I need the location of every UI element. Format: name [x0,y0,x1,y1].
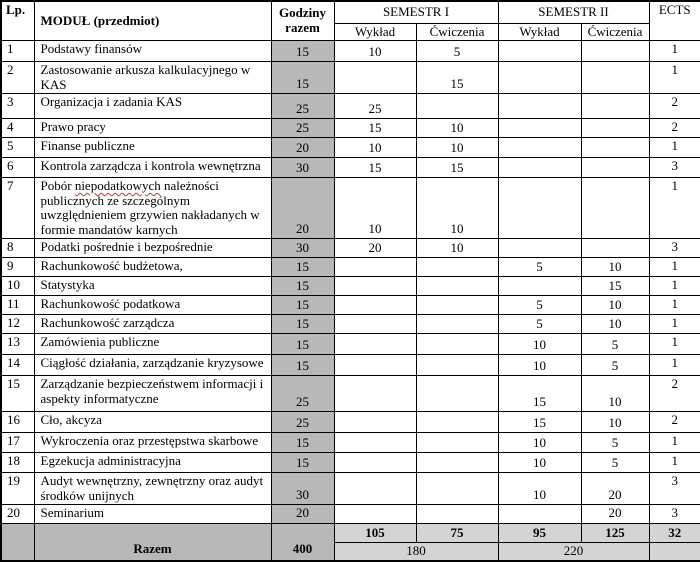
sem1-exercises-cell [416,505,498,524]
module-cell: Podstawy finansów [34,41,271,62]
sem2-exercises-cell: 10 [581,296,649,315]
ects-cell: 1 [649,334,700,355]
hours-cell: 25 [271,94,334,119]
module-cell: Finanse publiczne [34,138,271,158]
sem1-lecture-cell: 10 [334,41,416,62]
sem1-lecture-cell [334,473,416,505]
sem2-lecture-cell: 5 [498,258,581,277]
sem2-lecture-cell [498,138,581,158]
lp-cell: 7 [1,178,34,239]
sem2-exercises-cell: 5 [581,433,649,453]
lp-cell: 9 [1,258,34,277]
table-body [1,41,700,524]
totals-sem1-lecture: 105 [334,523,416,542]
sem2-exercises-cell [581,239,649,258]
hours-cell: 15 [271,315,334,334]
lp-cell: 18 [1,453,34,473]
hours-cell: 20 [271,505,334,524]
lp-cell: 1 [1,41,34,62]
ects-cell: 1 [649,315,700,334]
table-row [1,355,700,376]
table-row [1,41,700,62]
header-semester-1: SEMESTR I [334,1,498,23]
table-row [1,62,700,94]
sem2-exercises-cell: 15 [581,277,649,296]
hours-cell: 20 [271,138,334,158]
sem1-exercises-cell [416,94,498,119]
totals-label: Razem [34,523,271,560]
lp-cell: 17 [1,433,34,453]
sem2-exercises-cell: 10 [581,376,649,412]
ects-cell: 1 [649,277,700,296]
ects-cell: 2 [649,412,700,433]
lp-cell: 8 [1,239,34,258]
sem2-lecture-cell [498,178,581,239]
hours-cell: 15 [271,453,334,473]
sem1-exercises-cell [416,376,498,412]
ects-cell: 1 [649,258,700,277]
sem1-exercises-cell: 15 [416,158,498,178]
sem2-lecture-cell [498,119,581,138]
header-sem1-lecture: Wykład [334,23,416,41]
table-row [1,505,700,524]
ects-cell: 1 [649,138,700,158]
sem1-exercises-cell [416,412,498,433]
sem1-exercises-cell [416,296,498,315]
sem1-exercises-cell [416,473,498,505]
sem1-exercises-cell [416,334,498,355]
sem1-exercises-cell [416,453,498,473]
totals-lp-blank-cell [1,523,34,560]
lp-cell: 11 [1,296,34,315]
sem1-lecture-cell: 15 [334,158,416,178]
sem1-exercises-cell [416,315,498,334]
sem1-exercises-cell: 10 [416,119,498,138]
module-cell: Zastosowanie arkusza kalkulacyjnego w KAS [34,62,271,94]
hours-cell: 15 [271,277,334,296]
lp-cell: 14 [1,355,34,376]
module-cell: Seminarium [34,505,271,524]
header-hours-total: Godziny razem [271,1,334,41]
hours-cell: 20 [271,178,334,239]
table-row [1,158,700,178]
table-row [1,296,700,315]
ects-cell: 2 [649,119,700,138]
sem1-lecture-cell: 10 [334,178,416,239]
table-row [1,138,700,158]
table-row [1,433,700,453]
ects-cell: 1 [649,355,700,376]
sem2-exercises-cell: 20 [581,505,649,524]
sem2-exercises-cell: 5 [581,453,649,473]
hours-cell: 25 [271,376,334,412]
lp-cell: 20 [1,505,34,524]
module-cell: Zarządzanie bezpieczeństwem informacji i aspekty informatyczne [34,376,271,412]
table-row [1,453,700,473]
sem2-exercises-cell [581,119,649,138]
sem1-exercises-cell: 10 [416,138,498,158]
sem2-exercises-cell [581,178,649,239]
ects-cell: 1 [649,41,700,62]
hours-cell: 25 [271,412,334,433]
sem1-exercises-cell: 10 [416,239,498,258]
ects-cell: 1 [649,453,700,473]
hours-cell: 15 [271,41,334,62]
module-cell: Kontrola zarządcza i kontrola wewnętrzna [34,158,271,178]
header-semester-2: SEMESTR II [498,1,649,23]
totals-sem2-lecture: 95 [498,523,581,542]
misspelled-word: niepodatkowych [74,178,161,194]
sem1-lecture-cell [334,258,416,277]
sem2-lecture-cell: 15 [498,376,581,412]
sem2-exercises-cell [581,41,649,62]
table-row [1,239,700,258]
module-cell: Wykroczenia oraz przestępstwa skarbowe [34,433,271,453]
sem2-lecture-cell [498,62,581,94]
totals-ects: 32 [649,523,700,542]
ects-cell: 1 [649,178,700,239]
hours-cell: 15 [271,433,334,453]
module-cell: Podatki pośrednie i bezpośrednie [34,239,271,258]
ects-cell: 3 [649,473,700,505]
sem1-lecture-cell [334,412,416,433]
module-cell: Audyt wewnętrzny, zewnętrzny oraz audyt środków unijnych [34,473,271,505]
totals-sem1-exercises: 75 [416,523,498,542]
sem2-lecture-cell: 10 [498,473,581,505]
hours-cell: 15 [271,296,334,315]
module-cell: Prawo pracy [34,119,271,138]
table-row [1,315,700,334]
sem2-exercises-cell: 10 [581,412,649,433]
sem1-lecture-cell [334,296,416,315]
ects-cell: 2 [649,94,700,119]
sem1-lecture-cell [334,334,416,355]
totals-sem2-exercises: 125 [581,523,649,542]
sem2-lecture-cell: 10 [498,355,581,376]
sem1-exercises-cell [416,277,498,296]
table-row [1,94,700,119]
sem1-lecture-cell [334,433,416,453]
sem2-exercises-cell [581,62,649,94]
module-cell: Ciągłość działania, zarządzanie kryzysowe [34,355,271,376]
lp-cell: 5 [1,138,34,158]
sem1-lecture-cell: 10 [334,138,416,158]
sem1-exercises-cell: 5 [416,41,498,62]
sem1-lecture-cell [334,453,416,473]
module-cell: Statystyka [34,277,271,296]
sem2-exercises-cell: 5 [581,355,649,376]
sem2-lecture-cell: 10 [498,433,581,453]
sem1-lecture-cell: 15 [334,119,416,138]
lp-cell: 3 [1,94,34,119]
hours-cell: 30 [271,239,334,258]
sem1-exercises-cell [416,355,498,376]
module-cell: Cło, akcyza [34,412,271,433]
sem2-exercises-cell: 20 [581,473,649,505]
hours-cell: 15 [271,334,334,355]
sem2-exercises-cell: 10 [581,315,649,334]
module-cell: Pobór niepodatkowych należności publicznych ze szczególnym uwzględnieniem grzywien nakładanych w formie mandatów karnych [34,178,271,239]
header-ects: ECTS [649,1,700,41]
table-row [1,412,700,433]
sem2-exercises-cell: 10 [581,258,649,277]
totals-band [1,523,700,560]
ects-cell: 3 [649,239,700,258]
sem2-exercises-cell [581,94,649,119]
sem1-lecture-cell [334,376,416,412]
sem1-exercises-cell: 15 [416,62,498,94]
table-row [1,178,700,239]
ects-cell: 1 [649,433,700,453]
sem2-lecture-cell [498,277,581,296]
table-header [1,1,700,41]
sem1-lecture-cell [334,62,416,94]
table-row [1,119,700,138]
sem2-lecture-cell: 15 [498,412,581,433]
sem1-exercises-cell [416,258,498,277]
lp-cell: 10 [1,277,34,296]
hours-cell: 30 [271,158,334,178]
lp-cell: 15 [1,376,34,412]
sem1-exercises-cell: 10 [416,178,498,239]
sem2-lecture-cell: 10 [498,334,581,355]
hours-cell: 30 [271,473,334,505]
lp-cell: 2 [1,62,34,94]
sem2-lecture-cell: 10 [498,453,581,473]
sem2-lecture-cell [498,239,581,258]
header-sem2-lecture: Wykład [498,23,581,41]
ects-cell: 3 [649,505,700,524]
sem1-lecture-cell [334,315,416,334]
ects-cell: 1 [649,62,700,94]
hours-cell: 25 [271,119,334,138]
sem2-lecture-cell [498,94,581,119]
lp-cell: 19 [1,473,34,505]
sem2-lecture-cell [498,505,581,524]
module-cell: Rachunkowość budżetowa, [34,258,271,277]
sem2-lecture-cell [498,158,581,178]
sem2-lecture-cell: 5 [498,296,581,315]
table-row [1,277,700,296]
hours-cell: 15 [271,62,334,94]
totals-semester-1-sum: 180 [334,542,498,560]
table-row [1,376,700,412]
module-cell: Organizacja i zadania KAS [34,94,271,119]
table-row [1,258,700,277]
sem2-lecture-cell: 5 [498,315,581,334]
header-sem1-exercises: Ćwiczenia [416,23,498,41]
sem2-lecture-cell [498,41,581,62]
lp-cell: 16 [1,412,34,433]
sem2-exercises-cell [581,138,649,158]
table-row [1,334,700,355]
lp-cell: 4 [1,119,34,138]
header-sem2-exercises: Ćwiczenia [581,23,649,41]
module-cell: Zamówienia publiczne [34,334,271,355]
ects-cell: 1 [649,296,700,315]
totals-semester-2-sum: 220 [498,542,649,560]
sem1-lecture-cell: 25 [334,94,416,119]
sem1-exercises-cell [416,433,498,453]
module-cell: Egzekucja administracyjna [34,453,271,473]
lp-cell: 12 [1,315,34,334]
header-module: MODUŁ (przedmiot) [34,1,271,41]
sem2-exercises-cell: 5 [581,334,649,355]
sem1-lecture-cell: 20 [334,239,416,258]
sem2-exercises-cell [581,158,649,178]
sem1-lecture-cell [334,355,416,376]
totals-hours: 400 [271,523,334,560]
header-lp: Lp. [1,1,34,41]
table-row [1,473,700,505]
hours-cell: 15 [271,258,334,277]
module-cell: Rachunkowość podatkowa [34,296,271,315]
totals-ects-blank-cell [649,542,700,560]
sem1-lecture-cell [334,505,416,524]
ects-cell: 2 [649,376,700,412]
module-cell: Rachunkowość zarządcza [34,315,271,334]
hours-cell: 15 [271,355,334,376]
ects-cell: 3 [649,158,700,178]
lp-cell: 13 [1,334,34,355]
sem1-lecture-cell [334,277,416,296]
lp-cell: 6 [1,158,34,178]
